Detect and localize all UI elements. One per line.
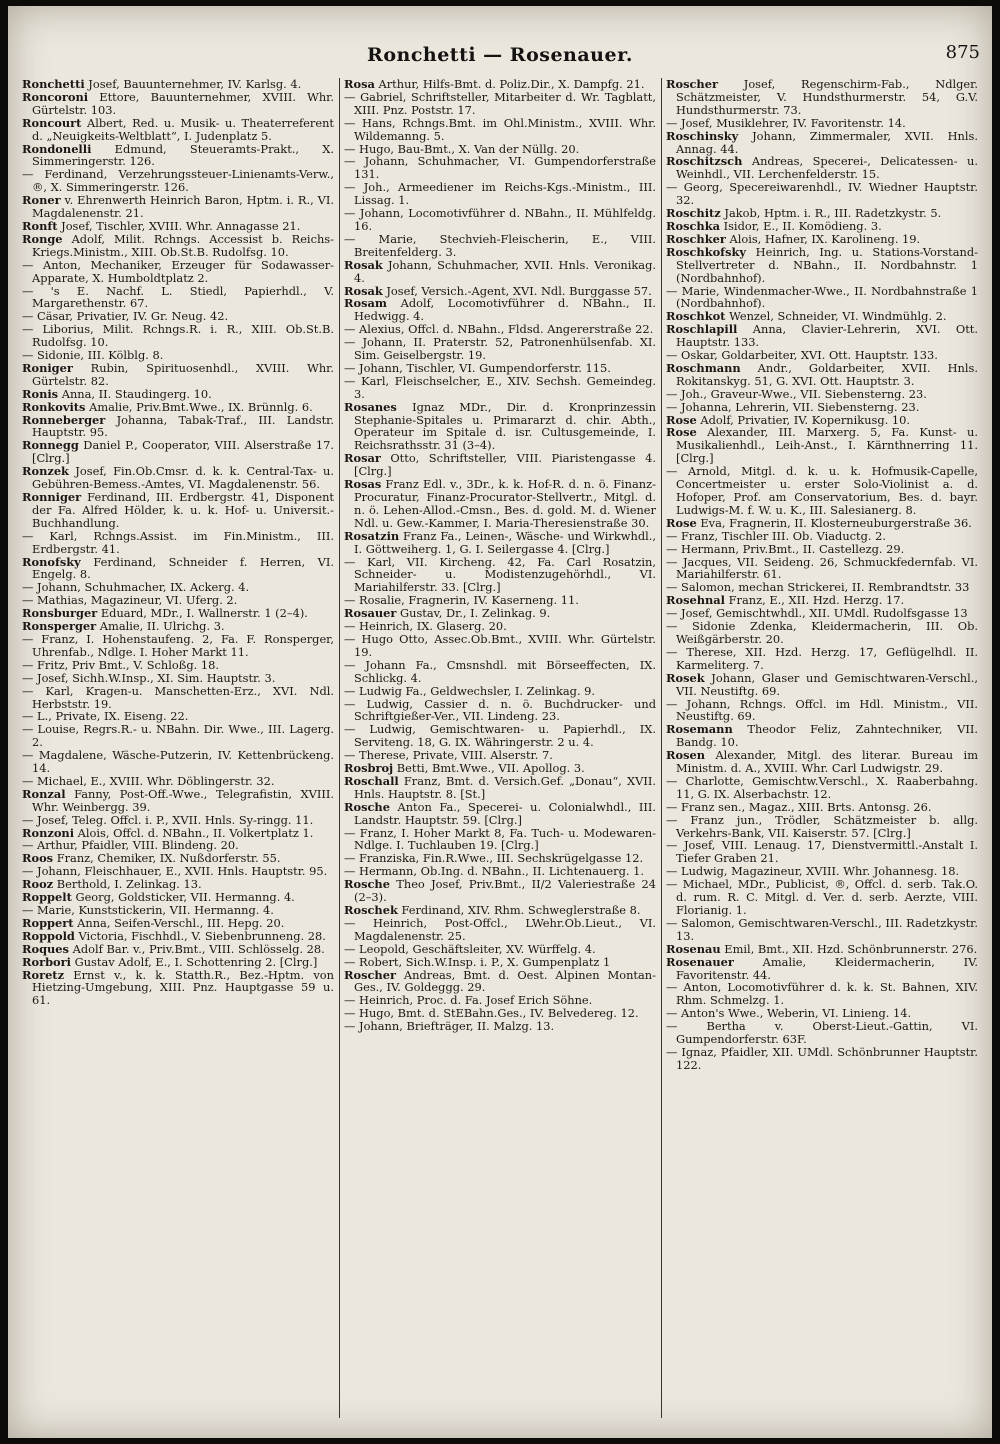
- entry-text: Josef, Tischler, XVIII. Whr. Annagasse 21.: [57, 218, 301, 233]
- entry-text: — Ferdinand, Verzehrungssteuer-Linienamts-Verw., ®, X. Simmeringerstr. 126.: [22, 167, 334, 195]
- directory-entry: [22, 233, 334, 259]
- entry-text: — Magdalene, Wäsche-Putzerin, IV. Kettenbrückeng. 14.: [22, 748, 334, 776]
- directory-entry: [22, 323, 334, 349]
- entry-text: Gustav, Dr., I. Zelinkag. 9.: [396, 606, 551, 621]
- entry-text: Alois, Offcl. d. NBahn., II. Volkertplatz 1.: [74, 825, 314, 840]
- entry-surname: Rosek: [666, 670, 705, 685]
- entry-text: — Franz, I. Hohenstaufeng. 2, Fa. F. Ronsperger, Uhrenfab., Ndlge. I. Hoher Markt 11.: [22, 631, 334, 659]
- entry-text: — Salomon, Gemischtwaren-Verschl., III. Radetzkystr. 13.: [666, 915, 978, 943]
- directory-entry: [22, 465, 334, 491]
- entry-text: — Sidonie, III. Kölblg. 8.: [22, 348, 164, 363]
- entry-surname: Rondonelli: [22, 141, 92, 156]
- directory-entry: [344, 556, 656, 595]
- directory-entry: [666, 181, 978, 207]
- entry-text: Anna, II. Staudingerg. 10.: [58, 386, 212, 401]
- column-1: [22, 78, 334, 1007]
- entry-surname: Rosanes: [344, 399, 397, 414]
- entry-text: Johanna, Tabak-Traf., III. Landstr. Hauptstr. 95.: [32, 412, 334, 440]
- entry-text: — Karl, Fleischselcher, E., XIV. Sechsh. Gemeindeg. 3.: [344, 373, 656, 401]
- directory-entry: [22, 168, 334, 194]
- directory-entry: [666, 723, 978, 749]
- entry-text: — Johann Fa., Cmsnshdl. mit Börseeffecten, IX. Schlickg. 4.: [344, 657, 656, 685]
- directory-entry: [666, 814, 978, 840]
- directory-entry: [666, 1046, 978, 1072]
- entry-text: Johann, Schuhmacher, XVII. Hnls. Veronikag. 4.: [354, 257, 656, 285]
- directory-entry: [666, 749, 978, 775]
- entry-text: — Robert, Sich.W.Insp. i. P., X. Gumpenplatz 1: [344, 954, 611, 969]
- entry-surname: Rosak: [344, 283, 383, 298]
- entry-text: Eva, Fragnerin, II. Klosterneuburgerstraße 36.: [696, 515, 972, 530]
- entry-text: Alois, Hafner, IX. Karolineng. 19.: [725, 231, 921, 246]
- entry-text: Andreas, Bmt. d. Oest. Alpinen Montan-Ges., IV. Goldeggg. 29.: [354, 967, 656, 995]
- entry-text: — Franz, I. Hoher Markt 8, Fa. Tuch- u. Modewaren-Ndlge. I. Tuchlauben 19. [Clrg.]: [344, 825, 656, 853]
- entry-text: — Michael, E., XVIII. Whr. Döblingerstr. 32.: [22, 773, 275, 788]
- entry-surname: Rosas: [344, 477, 382, 492]
- entry-text: — Sidonie Zdenka, Kleidermacherin, III. Ob. Weißgärberstr. 20.: [666, 619, 978, 646]
- entry-text: Josef, Bauunternehmer, IV. Karlsg. 4.: [84, 77, 302, 91]
- entry-surname: Rose: [666, 425, 697, 440]
- entry-surname: Rose: [666, 412, 697, 427]
- entry-surname: Ronsperger: [22, 619, 97, 634]
- entry-text: — Josef, Sichh.W.Insp., XI. Sim. Hauptstr. 3.: [22, 670, 276, 685]
- entry-surname: Rosauer: [344, 606, 397, 621]
- entry-text: — Ludwig, Cassier d. n. ö. Buchdrucker- und Schriftgießer-Ver., VII. Lindeng. 23.: [344, 696, 656, 724]
- entry-text: Johann, Zimmermaler, XVII. Hnls. Annag. 44.: [676, 128, 978, 156]
- directory-entry: [666, 620, 978, 646]
- directory-entry: [22, 91, 334, 117]
- entry-surname: Roschitz: [666, 206, 721, 221]
- entry-surname: Ronzoni: [22, 825, 75, 840]
- directory-entry: [344, 478, 656, 530]
- entry-text: Victoria, Fischhdl., V. Siebenbrunneng. 28.: [74, 928, 326, 943]
- directory-entry: [666, 155, 978, 181]
- entry-text: — Ludwig Fa., Geldwechsler, I. Zelinkag. 9.: [344, 683, 596, 698]
- entry-surname: Rose: [666, 515, 697, 530]
- entry-text: — Ludwig, Gemischtwaren- u. Papierhdl., IX. Serviteng. 18, G. IX. Währingerstr. 2 u. 4.: [344, 722, 656, 750]
- entry-text: — Mathias, Magazineur, VI. Uferg. 2.: [22, 593, 238, 608]
- entry-text: — Johann, Schuhmacher, VI. Gumpendorferstraße 131.: [344, 154, 656, 182]
- entry-text: — Hugo, Bau-Bmt., X. Van der Nüllg. 20.: [344, 141, 580, 156]
- entry-text: — Johann, Locomotivführer d. NBahn., II. Mühlfeldg. 16.: [344, 206, 656, 233]
- entry-surname: Roppert: [22, 915, 74, 930]
- entry-text: — Marie, Windenmacher-Wwe., II. Nordbahnstraße 1 (Nordbahnhof).: [666, 283, 978, 311]
- directory-entry: [666, 878, 978, 917]
- directory-entry: [344, 155, 656, 181]
- directory-entry: [344, 375, 656, 401]
- entry-surname: Ronft: [22, 218, 58, 233]
- entry-text: Franz Edl. v., 3Dr., k. k. Hof-R. d. n. ö. Finanz-Procuratur, Finanz-Procurator-Stellvertr., Mitgl. d. n. ö. Lehen-Allod.-Cmsn., Bes. d. gold. M. d. Wiener Ndl. u. Gew.-Kammer, I. Maria-Theresienstraße 30.: [354, 477, 656, 530]
- entry-surname: Rosehnal: [666, 593, 725, 608]
- directory-entry: [666, 1020, 978, 1046]
- entry-text: — Gabriel, Schriftsteller, Mitarbeiter d. Wr. Tagblatt, XIII. Pnz. Poststr. 17.: [344, 89, 656, 117]
- entry-text: Anna, Clavier-Lehrerin, XVI. Ott. Hauptstr. 133.: [676, 322, 978, 350]
- entry-text: — Anton, Locomotivführer d. k. k. St. Bahnen, XIV. Rhm. Schmelzg. 1.: [666, 980, 978, 1008]
- directory-entry: [666, 917, 978, 943]
- entry-surname: Roschkofsky: [666, 244, 747, 259]
- entry-text: Ferdinand, III. Erdbergstr. 41, Disponent der Fa. Alfred Hölder, k. u. k. Hof- u. Universit.-Buchhandlung.: [32, 490, 334, 530]
- directory-entry: [344, 878, 656, 904]
- entry-text: Jakob, Hptm. i. R., III. Radetzkystr. 5.: [720, 206, 942, 221]
- entry-text: — Marie, Kunststickerin, VII. Hermanng. 4.: [22, 903, 274, 917]
- entry-text: Franz Fa., Leinen-, Wäsche- und Wirkwhdl., I. Göttweiherg. 1, G. I. Seilergasse 4. [Clrg.]: [354, 528, 656, 556]
- directory-entry: [344, 401, 656, 453]
- entry-text: — Joh., Armeediener im Reichs-Kgs.-Ministm., III. Lissag. 1.: [344, 180, 656, 208]
- entry-surname: Ronzal: [22, 786, 66, 801]
- entry-text: Adolf Bar. v., Priv.Bmt., VIII. Schlösselg. 28.: [68, 941, 325, 956]
- directory-entry: [344, 181, 656, 207]
- directory-entry: [22, 633, 334, 659]
- entry-surname: Ronniger: [22, 490, 82, 504]
- entry-surname: Roos: [22, 851, 54, 866]
- entry-text: — Hans, Rchngs.Bmt. im Ohl.Ministm., XVIII. Whr. Wildemanng. 5.: [344, 115, 656, 143]
- directory-entry: [22, 117, 334, 143]
- entry-text: — Anton, Mechaniker, Erzeuger für Sodawasser-Apparate, X. Humboldtplatz 2.: [22, 257, 334, 285]
- directory-entry: [344, 297, 656, 323]
- directory-entry: [666, 672, 978, 698]
- entry-text: — Therese, Private, VIII. Alserstr. 7.: [344, 748, 553, 763]
- entry-text: Andreas, Specerei-, Delicatessen- u. Weinhdl., VII. Lerchenfelderstr. 15.: [676, 154, 978, 182]
- entry-surname: Roncourt: [22, 115, 82, 130]
- directory-entry: [666, 465, 978, 517]
- entry-surname: Rosche: [344, 877, 390, 892]
- entry-surname: Rosam: [344, 296, 387, 311]
- entry-text: Georg, Goldsticker, VII. Hermanng. 4.: [71, 890, 295, 905]
- entry-surname: Ronofsky: [22, 554, 81, 569]
- entry-surname: Rosatzin: [344, 528, 400, 543]
- directory-entry: [344, 117, 656, 143]
- entry-surname: Roppold: [22, 928, 75, 943]
- entry-surname: Rosenau: [666, 941, 721, 956]
- entry-surname: Rosa: [344, 77, 375, 91]
- directory-entry: [666, 246, 978, 285]
- entry-surname: Roschall: [344, 773, 399, 788]
- directory-entry: [22, 285, 334, 311]
- entry-surname: Roscher: [666, 77, 718, 91]
- directory-entry: [344, 969, 656, 995]
- entry-text: Betti, Bmt.Wwe., VII. Apollog. 3.: [393, 761, 585, 776]
- entry-surname: Rosen: [666, 748, 706, 763]
- entry-text: Edmund, Steueramts-Prakt., X. Simmeringerstr. 126.: [32, 141, 334, 169]
- entry-text: Wenzel, Schneider, VI. Windmühlg. 2.: [725, 309, 947, 324]
- page-header: Ronchetti — Rosenauer.: [367, 44, 633, 66]
- entry-surname: Rosak: [344, 257, 383, 272]
- entry-text: — Oskar, Goldarbeiter, XVI. Ott. Hauptstr. 133.: [666, 348, 938, 363]
- entry-text: — 's E. Nachf. L. Stiedl, Papierhdl., V. Margarethenstr. 67.: [22, 283, 334, 311]
- entry-text: — Ignaz, Pfaidler, XII. UMdl. Schönbrunner Hauptstr. 122.: [666, 1044, 978, 1072]
- column-divider: [661, 78, 662, 1418]
- entry-text: — Therese, XII. Hzd. Herzg. 17, Geflügelhdl. II. Karmeliterg. 7.: [666, 644, 978, 672]
- directory-entry: [666, 698, 978, 724]
- entry-surname: Roscher: [344, 967, 396, 982]
- entry-text: Adolf, Milit. Rchngs. Accessist b. Reichs-Kriegs.Ministm., XIII. Ob.St.B. Rudolfsg. 10.: [32, 231, 334, 259]
- entry-text: — Josef, Teleg. Offcl. i. P., XVII. Hnls. Sy-ringg. 11.: [22, 812, 314, 827]
- entry-surname: Roretz: [22, 967, 65, 982]
- column-divider: [339, 78, 340, 1418]
- entry-text: — Johann, Fleischhauer, E., XVII. Hnls. Hauptstr. 95.: [22, 864, 328, 879]
- entry-text: — Johann, II. Praterstr. 52, Patronenhülsenfab. XI. Sim. Geiselbergstr. 19.: [344, 335, 656, 363]
- entry-surname: Ronneberger: [22, 412, 106, 427]
- entry-text: — Johann, Tischler, VI. Gumpendorferstr. 115.: [344, 360, 611, 375]
- entry-surname: Roniger: [22, 360, 73, 375]
- entry-text: — Rosalie, Fragnerin, IV. Kaserneng. 11.: [344, 593, 579, 608]
- directory-entry: [344, 659, 656, 685]
- entry-text: — Jacques, VII. Seideng. 26, Schmuckfedernfab. VI. Mariahilferstr. 61.: [666, 554, 978, 582]
- entry-text: Heinrich, Ing. u. Stations-Vorstand-Stellvertreter d. NBahn., II. Nordbahnstr. 1 (Nordbahnhof).: [676, 244, 978, 285]
- directory-entry: [344, 530, 656, 556]
- entry-text: — Franziska, Fin.R.Wwe., III. Sechskrügelgasse 12.: [344, 851, 644, 866]
- entry-text: — Georg, Specereiwarenhdl., IV. Wiedner Hauptstr. 32.: [666, 180, 978, 208]
- entry-text: Ferdinand, Schneider f. Herren, VI. Engelg. 8.: [32, 554, 334, 582]
- directory-entry: [22, 439, 334, 465]
- directory-entry: [344, 259, 656, 285]
- entry-text: — Salomon, mechan Strickerei, II. Rembrandtstr. 33: [666, 580, 970, 595]
- entry-text: Anton Fa., Specerei- u. Colonialwhdl., III. Landstr. Hauptstr. 59. [Clrg.]: [354, 799, 656, 827]
- entry-text: Josef, Versich.-Agent, XVI. Ndl. Burggasse 57.: [382, 283, 652, 298]
- entry-text: Ernst v., k. k. Statth.R., Bez.-Hptm. von Hietzing-Umgebung, XIII. Pnz. Hauptgasse 59 u. 61.: [32, 967, 334, 1008]
- entry-text: — Anton's Wwe., Weberin, VI. Linieng. 14.: [666, 1006, 912, 1021]
- entry-text: Gustav Adolf, E., I. Schottenring 2. [Clrg.]: [70, 954, 318, 969]
- entry-text: — Karl, VII. Kircheng. 42, Fa. Carl Rosatzin, Schneider- u. Modistenzugehörhdl., VI. Mariahilferstr. 33. [Clrg.]: [344, 554, 656, 595]
- directory-page: [8, 6, 992, 1438]
- entry-text: Fanny, Post-Off.-Wwe., Telegrafistin, XVIII. Whr. Weinbergg. 39.: [32, 786, 334, 814]
- entry-surname: Roschker: [666, 231, 726, 246]
- entry-text: Alexander, Mitgl. des literar. Bureau im Ministm. d. A., XVIII. Whr. Carl Ludwigstr. 29.: [676, 748, 978, 776]
- entry-text: — Arthur, Pfaidler, VIII. Blindeng. 20.: [22, 838, 239, 853]
- entry-text: — Charlotte, Gemischtw.Verschl., X. Raaberbahng. 11, G. IX. Alserbachstr. 12.: [666, 773, 978, 801]
- entry-text: — Joh., Graveur-Wwe., VII. Siebensterng. 23.: [666, 386, 927, 401]
- directory-entry: [666, 775, 978, 801]
- entry-surname: Rosemann: [666, 722, 733, 737]
- entry-text: — Hugo Otto, Assec.Ob.Bmt., XVIII. Whr. Gürtelstr. 19.: [344, 631, 656, 659]
- directory-entry: [344, 233, 656, 259]
- directory-entry: [22, 491, 334, 530]
- entry-surname: Rosche: [344, 799, 390, 814]
- column-3: [666, 78, 978, 1072]
- entry-surname: Rosenauer: [666, 954, 734, 969]
- entry-text: Eduard, MDr., I. Wallnerstr. 1 (2–4).: [97, 606, 308, 621]
- column-2: [344, 78, 656, 1033]
- page-number: 875: [945, 42, 980, 63]
- entry-text: — Heinrich, Proc. d. Fa. Josef Erich Söhne.: [344, 993, 593, 1008]
- entry-text: Amalie, II. Ulrichg. 3.: [96, 619, 225, 634]
- directory-entry: [666, 981, 978, 1007]
- entry-text: Adolf, Privatier, IV. Kopernikusg. 10.: [696, 412, 911, 427]
- directory-entry: [666, 646, 978, 672]
- directory-entry: [22, 414, 334, 440]
- entry-surname: Rosbroj: [344, 761, 394, 776]
- entry-text: — Josef, VIII. Lenaug. 17, Dienstvermittl.-Anstalt I. Tiefer Graben 21.: [666, 838, 978, 866]
- entry-text: Berthold, I. Zelinkag. 13.: [53, 877, 202, 892]
- entry-text: Alexander, III. Marxerg. 5, Fa. Kunst- u. Musikalienhdl., Leih-Anst., I. Kärnthnerring 11. [Clrg.]: [676, 425, 978, 466]
- entry-surname: Ronis: [22, 386, 59, 401]
- entry-text: Ettore, Bauunternehmer, XVIII. Whr. Gürtelstr. 103.: [32, 89, 334, 117]
- entry-text: — Bertha v. Oberst-Lieut.-Gattin, VI. Gumpendorferstr. 63F.: [666, 1019, 978, 1047]
- directory-entry: [344, 723, 656, 749]
- entry-text: — Marie, Stechvieh-Fleischerin, E., VIII. Breitenfelderg. 3.: [344, 231, 656, 259]
- entry-surname: Rooz: [22, 877, 54, 892]
- directory-entry: [22, 749, 334, 775]
- entry-surname: Ronkovits: [22, 399, 86, 414]
- entry-text: — Michael, MDr., Publicist, ®, Offcl. d. serb. Tak.O. d. rum. R. C. Mitgl. d. Ver. d. serb. Aerzte, VIII. Florianig. 1.: [666, 877, 978, 917]
- entry-surname: Ronnegg: [22, 438, 79, 453]
- entry-text: v. Ehrenwerth Heinrich Baron, Hptm. i. R., VI. Magdalenenstr. 21.: [32, 193, 334, 221]
- entry-text: — Johann, Briefträger, II. Malzg. 13.: [344, 1019, 555, 1034]
- entry-text: Franz, Chemiker, IX. Nußdorferstr. 55.: [53, 851, 281, 866]
- directory-entry: [666, 556, 978, 582]
- entry-text: — Johanna, Lehrerin, VII. Siebensterng. 23.: [666, 399, 920, 414]
- entry-text: — Heinrich, Post-Offcl., LWehr.Ob.Lieut., VI. Magdalenenstr. 25.: [344, 915, 656, 943]
- directory-entry: [666, 956, 978, 982]
- directory-entry: [344, 633, 656, 659]
- entry-text: Adolf, Locomotivführer d. NBahn., II. Hedwigg. 4.: [354, 296, 656, 324]
- entry-text: — Ludwig, Magazineur, XVIII. Whr. Johannesg. 18.: [666, 864, 960, 879]
- entry-text: — Arnold, Mitgl. d. k. u. k. Hofmusik-Capelle, Concertmeister u. erster Solo-Violinist a. d. Hofoper, Prof. am Conservatorium, Bes. d. bayr. Ludwigs-M. f. W. u. K., III. Salesianerg. 8.: [666, 464, 978, 517]
- entry-text: — L., Private, IX. Eiseng. 22.: [22, 709, 189, 724]
- entry-text: — Heinrich, IX. Glaserg. 20.: [344, 619, 507, 634]
- directory-entry: [22, 723, 334, 749]
- entry-text: Josef, Regenschirm-Fab., Ndlger. Schätzmeister, V. Hundsthurmerstr. 54, G.V. Hundsthurmerstr. 73.: [676, 77, 978, 117]
- entry-surname: Roncoroni: [22, 89, 89, 104]
- entry-text: — Louise, Regrs.R.- u. NBahn. Dir. Wwe., III. Lagerg. 2.: [22, 722, 334, 750]
- entry-surname: Roschkot: [666, 309, 726, 324]
- directory-entry: [344, 207, 656, 233]
- directory-entry: [344, 336, 656, 362]
- directory-entry: [666, 285, 978, 311]
- directory-entry: [344, 452, 656, 478]
- directory-entry: [344, 91, 656, 117]
- entry-surname: Roschitzsch: [666, 154, 743, 169]
- directory-entry: [22, 530, 334, 556]
- entry-text: Ferdinand, XIV. Rhm. Schweglerstraße 8.: [397, 903, 641, 917]
- entry-text: — Cäsar, Privatier, IV. Gr. Neug. 42.: [22, 309, 229, 324]
- directory-entry: [22, 969, 334, 1008]
- entry-text: — Karl, Rchngs.Assist. im Fin.Ministm., III. Erdbergstr. 41.: [22, 528, 334, 556]
- directory-entry: [344, 698, 656, 724]
- entry-text: — Johann, Rchngs. Offcl. im Hdl. Ministm., VII. Neustiftg. 69.: [666, 696, 978, 724]
- entry-surname: Roppelt: [22, 890, 72, 905]
- entry-text: — Franz jun., Trödler, Schätzmeister b. allg. Verkehrs-Bank, VII. Kaiserstr. 57. [Clrg.]: [666, 812, 978, 840]
- directory-entry: [666, 130, 978, 156]
- directory-entry: [22, 143, 334, 169]
- entry-text: Theodor Feliz, Zahntechniker, VII. Bandg. 10.: [676, 722, 978, 750]
- entry-text: Ignaz MDr., Dir. d. Kronprinzessin Stephanie-Spitales u. Primararzt d. chir. Abth., Operateur im Spitale d. isr. Cultusgemeinde, I. Reichsrathsstr. 31 (3–4).: [354, 399, 656, 453]
- directory-entry: [22, 194, 334, 220]
- directory-entry: [666, 426, 978, 465]
- directory-entry: [344, 827, 656, 853]
- entry-text: — Hugo, Bmt. d. StEBahn.Ges., IV. Belvedereg. 12.: [344, 1006, 639, 1021]
- entry-text: — Fritz, Priv Bmt., V. Schloßg. 18.: [22, 657, 219, 672]
- directory-entry: [344, 801, 656, 827]
- entry-surname: Roschek: [344, 903, 398, 917]
- entry-surname: Roner: [22, 193, 61, 208]
- directory-entry: [22, 556, 334, 582]
- entry-surname: Roschlapill: [666, 322, 738, 337]
- directory-entry: [666, 78, 978, 117]
- entry-text: Amalie, Priv.Bmt.Wwe., IX. Brünnlg. 6.: [85, 399, 313, 414]
- entry-surname: Ronchetti: [22, 77, 85, 91]
- entry-text: — Hermann, Ob.Ing. d. NBahn., II. Lichtenauerg. 1.: [344, 864, 644, 879]
- entry-text: Amalie, Kleidermacherin, IV. Favoritenstr. 44.: [676, 954, 978, 982]
- entry-text: — Franz, Tischler III. Ob. Viaductg. 2.: [666, 528, 887, 543]
- entry-surname: Rorbori: [22, 954, 71, 969]
- directory-entry: [22, 685, 334, 711]
- directory-entry: [344, 775, 656, 801]
- entry-text: Andr., Goldarbeiter, XVII. Hnls. Rokitanskyg. 51, G. XVI. Ott. Hauptstr. 3.: [676, 360, 978, 388]
- entry-surname: Roques: [22, 941, 69, 956]
- entry-text: Johann, Glaser und Gemischtwaren-Verschl., VII. Neustiftg. 69.: [676, 670, 978, 698]
- entry-text: — Leopold, Geschäftsleiter, XV. Würffelg. 4.: [344, 941, 596, 956]
- entry-text: Arthur, Hilfs-Bmt. d. Poliz.Dir., X. Dampfg. 21.: [374, 77, 645, 91]
- entry-text: Josef, Fin.Ob.Cmsr. d. k. k. Central-Tax- u. Gebühren-Bemess.-Amtes, VI. Magdalenenstr. 56.: [32, 464, 334, 492]
- entry-text: — Hermann, Priv.Bmt., II. Castellezg. 29.: [666, 541, 905, 556]
- directory-entry: [22, 788, 334, 814]
- entry-text: Rubin, Spirituosenhdl., XVIII. Whr. Gürtelstr. 82.: [32, 360, 334, 388]
- directory-entry: [344, 1020, 656, 1033]
- directory-entry: [666, 839, 978, 865]
- directory-entry: [666, 323, 978, 349]
- entry-surname: Roschmann: [666, 360, 741, 375]
- entry-surname: Ronzek: [22, 464, 69, 479]
- entry-text: — Alexius, Offcl. d. NBahn., Fldsd. Angererstraße 22.: [344, 322, 654, 337]
- directory-entry: [344, 917, 656, 943]
- entry-text: Daniel P., Cooperator, VIII. Alserstraße 17. [Clrg.]: [32, 438, 334, 466]
- entry-text: Isidor, E., II. Komödieng. 3.: [719, 218, 882, 233]
- entry-text: Albert, Red. u. Musik- u. Theaterreferent d. „Neuigkeits-Weltblatt“, I. Judenplatz 5.: [32, 115, 334, 143]
- entry-text: Franz, Bmt. d. Versich.Gef. „Donau“, XVII. Hnls. Hauptstr. 8. [St.]: [354, 773, 656, 801]
- entry-text: Anna, Seifen-Verschl., III. Hepg. 20.: [73, 915, 285, 930]
- entry-text: — Liborius, Milit. Rchngs.R. i. R., XIII. Ob.St.B. Rudolfsg. 10.: [22, 322, 334, 350]
- entry-text: Franz, E., XII. Hzd. Herzg. 17.: [725, 593, 905, 608]
- entry-text: — Johann, Schuhmacher, IX. Ackerg. 4.: [22, 580, 250, 595]
- entry-surname: Ronsburger: [22, 606, 98, 621]
- entry-text: — Karl, Kragen-u. Manschetten-Erz., XVI. Ndl. Herbststr. 19.: [22, 683, 334, 711]
- entry-text: Otto, Schriftsteller, VIII. Piaristengasse 4. [Clrg.]: [354, 451, 656, 479]
- entry-surname: Roschinsky: [666, 128, 739, 143]
- entry-surname: Ronge: [22, 231, 63, 246]
- entry-text: Emil, Bmt., XII. Hzd. Schönbrunnerstr. 276.: [720, 941, 978, 956]
- entry-text: — Josef, Musiklehrer, IV. Favoritenstr. 14.: [666, 115, 906, 130]
- entry-surname: Roschka: [666, 218, 720, 233]
- directory-entry: [666, 362, 978, 388]
- entry-text: — Franz sen., Magaz., XIII. Brts. Antonsg. 26.: [666, 799, 932, 814]
- directory-entry: [22, 362, 334, 388]
- entry-text: Theo Josef, Priv.Bmt., II/2 Valeriestraße 24 (2–3).: [354, 877, 656, 905]
- directory-entry: [22, 259, 334, 285]
- entry-text: — Josef, Gemischtwhdl., XII. UMdl. Rudolfsgasse 13: [666, 606, 968, 621]
- entry-surname: Rosar: [344, 451, 381, 466]
